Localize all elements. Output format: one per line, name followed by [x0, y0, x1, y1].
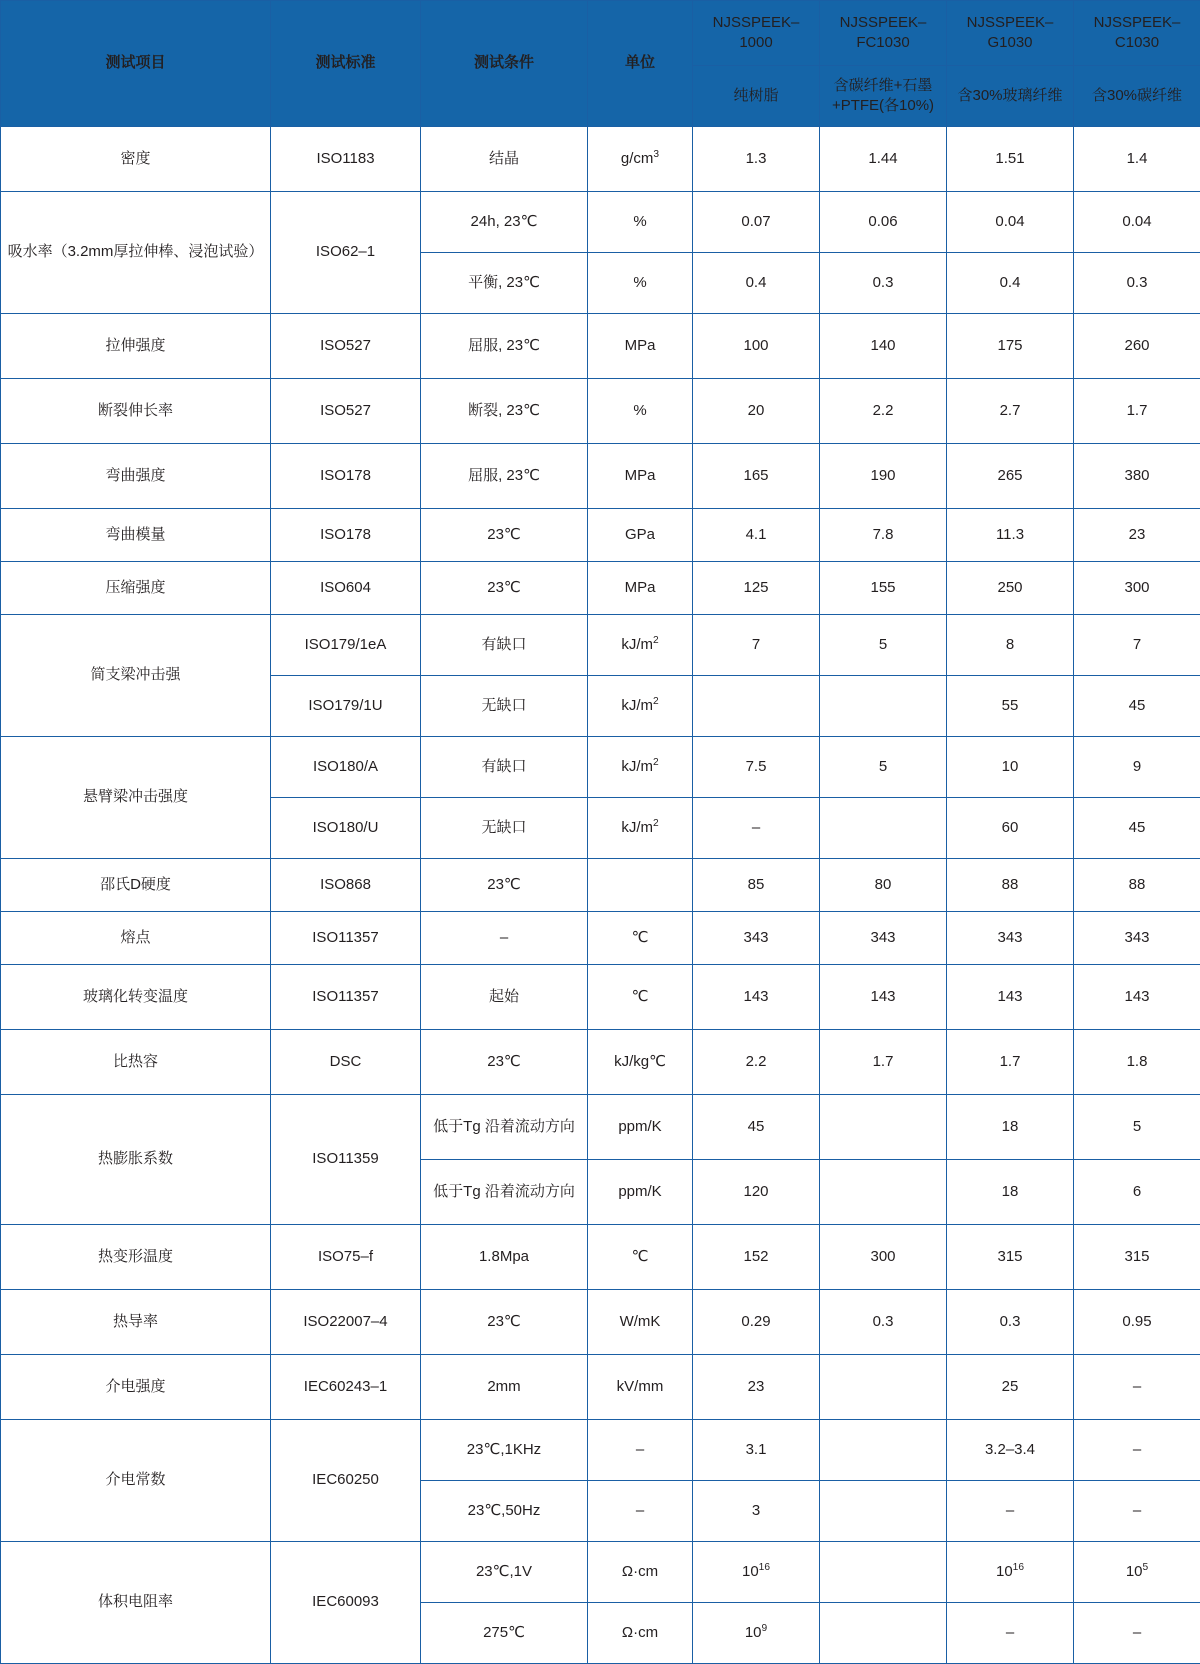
cell-unit: Ω·cm	[588, 1603, 693, 1664]
cell-unit: ℃	[588, 912, 693, 965]
cell-unit: ℃	[588, 965, 693, 1030]
header-product-desc-2: 含30%玻璃纤维	[947, 66, 1074, 127]
cell-value-p3: 343	[1074, 912, 1200, 965]
cell-value-p0: 3	[693, 1481, 820, 1542]
cell-test-standard: IEC60243–1	[271, 1355, 421, 1420]
cell-value-p1: 2.2	[820, 379, 947, 444]
cell-unit: MPa	[588, 562, 693, 615]
table-row	[1, 562, 1200, 615]
cell-value-p0: 0.29	[693, 1290, 820, 1355]
cell-unit: %	[588, 192, 693, 253]
cell-value-p1	[820, 1603, 947, 1664]
cell-test-standard: ISO11357	[271, 965, 421, 1030]
cell-test-item: 热导率	[1, 1290, 271, 1355]
cell-test-condition: 2mm	[421, 1355, 588, 1420]
cell-value-p0	[693, 676, 820, 737]
cell-value-p0: 7.5	[693, 737, 820, 798]
table-row	[1, 444, 1200, 509]
cell-unit: $kJ/m^2$	[588, 798, 693, 859]
cell-unit: ppm/K	[588, 1160, 693, 1225]
cell-test-item: 邵氏D硬度	[1, 859, 271, 912]
cell-value-p2: 3.2–3.4	[947, 1420, 1074, 1481]
cell-value-p1: 0.3	[820, 1290, 947, 1355]
cell-value-p1: 155	[820, 562, 947, 615]
cell-test-condition: 有缺口	[421, 615, 588, 676]
cell-value-p0: 23	[693, 1355, 820, 1420]
cell-value-p2: 143	[947, 965, 1074, 1030]
cell-value-p2: 10	[947, 737, 1074, 798]
cell-test-item: 热变形温度	[1, 1225, 271, 1290]
cell-value-p0: $10^{16}$	[693, 1542, 820, 1603]
cell-value-p2: 18	[947, 1095, 1074, 1160]
cell-unit	[588, 859, 693, 912]
cell-value-p3: 315	[1074, 1225, 1200, 1290]
cell-test-standard: ISO527	[271, 379, 421, 444]
cell-test-condition: 结晶	[421, 127, 588, 192]
cell-value-p0: 85	[693, 859, 820, 912]
cell-test-standard: ISO178	[271, 509, 421, 562]
header-product-desc-1: 含碳纤维+石墨+PTFE(各10%)	[820, 66, 947, 127]
cell-test-condition: 275℃	[421, 1603, 588, 1664]
cell-test-item: 密度	[1, 127, 271, 192]
cell-test-condition: 起始	[421, 965, 588, 1030]
cell-unit: –	[588, 1420, 693, 1481]
cell-unit: MPa	[588, 444, 693, 509]
cell-unit: GPa	[588, 509, 693, 562]
cell-test-item: 压缩强度	[1, 562, 271, 615]
header-test-standard: 测试标准	[271, 1, 421, 127]
cell-value-p2: $10^{16}$	[947, 1542, 1074, 1603]
cell-value-p0: –	[693, 798, 820, 859]
cell-value-p3: 9	[1074, 737, 1200, 798]
cell-test-standard: ISO11359	[271, 1095, 421, 1225]
cell-test-standard: ISO178	[271, 444, 421, 509]
cell-value-p1: 343	[820, 912, 947, 965]
cell-unit: W/mK	[588, 1290, 693, 1355]
cell-value-p3: 45	[1074, 676, 1200, 737]
table-row	[1, 314, 1200, 379]
cell-value-p2: 25	[947, 1355, 1074, 1420]
cell-value-p2: 8	[947, 615, 1074, 676]
cell-unit: %	[588, 379, 693, 444]
cell-value-p1	[820, 1095, 947, 1160]
cell-test-item: 玻璃化转变温度	[1, 965, 271, 1030]
cell-value-p2: 0.3	[947, 1290, 1074, 1355]
cell-unit: $kJ/m^2$	[588, 737, 693, 798]
cell-test-condition: 23℃,50Hz	[421, 1481, 588, 1542]
table-row	[1, 965, 1200, 1030]
cell-value-p3: 5	[1074, 1095, 1200, 1160]
cell-unit: kV/mm	[588, 1355, 693, 1420]
cell-value-p3: $10^5$	[1074, 1542, 1200, 1603]
cell-value-p1	[820, 798, 947, 859]
table-body	[1, 127, 1200, 1664]
cell-value-p3: 45	[1074, 798, 1200, 859]
cell-test-condition: 低于Tg 沿着流动方向	[421, 1095, 588, 1160]
cell-value-p3: 0.3	[1074, 253, 1200, 314]
cell-value-p2: 315	[947, 1225, 1074, 1290]
cell-test-standard: ISO180/U	[271, 798, 421, 859]
cell-test-standard: ISO179/1U	[271, 676, 421, 737]
header-product-name-2: NJSSPEEK–G1030	[947, 1, 1074, 66]
cell-value-p1: 80	[820, 859, 947, 912]
cell-unit: ℃	[588, 1225, 693, 1290]
cell-unit: %	[588, 253, 693, 314]
cell-value-p1: 0.06	[820, 192, 947, 253]
cell-value-p2: –	[947, 1481, 1074, 1542]
cell-test-standard: ISO179/1eA	[271, 615, 421, 676]
cell-value-p2: 1.51	[947, 127, 1074, 192]
cell-test-item: 拉伸强度	[1, 314, 271, 379]
cell-test-item: 简支梁冲击强	[1, 615, 271, 737]
cell-test-standard: ISO75–f	[271, 1225, 421, 1290]
table-row	[1, 127, 1200, 192]
cell-value-p0: 343	[693, 912, 820, 965]
cell-test-condition: 24h, 23℃	[421, 192, 588, 253]
cell-test-condition: 断裂, 23℃	[421, 379, 588, 444]
cell-test-condition: 无缺口	[421, 798, 588, 859]
cell-value-p1	[820, 1420, 947, 1481]
cell-value-p2: –	[947, 1603, 1074, 1664]
cell-value-p1: 5	[820, 615, 947, 676]
cell-value-p3: –	[1074, 1420, 1200, 1481]
cell-test-condition: 1.8Mpa	[421, 1225, 588, 1290]
cell-value-p2: 265	[947, 444, 1074, 509]
table-row	[1, 1095, 1200, 1160]
cell-test-item: 弯曲模量	[1, 509, 271, 562]
cell-test-standard: ISO604	[271, 562, 421, 615]
cell-test-condition: 有缺口	[421, 737, 588, 798]
table-row	[1, 615, 1200, 676]
cell-test-condition: 23℃	[421, 509, 588, 562]
cell-value-p2: 55	[947, 676, 1074, 737]
cell-test-item: 悬臂梁冲击强度	[1, 737, 271, 859]
cell-value-p1: 5	[820, 737, 947, 798]
cell-value-p0: 152	[693, 1225, 820, 1290]
cell-unit: –	[588, 1481, 693, 1542]
cell-value-p1	[820, 1481, 947, 1542]
cell-test-condition: –	[421, 912, 588, 965]
cell-value-p1	[820, 1160, 947, 1225]
header-product-desc-3: 含30%碳纤维	[1074, 66, 1200, 127]
table-row	[1, 859, 1200, 912]
table-row	[1, 192, 1200, 253]
header-product-desc-0: 纯树脂	[693, 66, 820, 127]
cell-value-p0: 125	[693, 562, 820, 615]
cell-value-p2: 250	[947, 562, 1074, 615]
cell-value-p0: 0.4	[693, 253, 820, 314]
header-product-name-1: NJSSPEEK–FC1030	[820, 1, 947, 66]
cell-test-item: 比热容	[1, 1030, 271, 1095]
cell-test-condition: 屈服, 23℃	[421, 314, 588, 379]
cell-test-condition: 低于Tg 沿着流动方向	[421, 1160, 588, 1225]
cell-test-condition: 无缺口	[421, 676, 588, 737]
cell-test-item: 弯曲强度	[1, 444, 271, 509]
cell-test-standard: DSC	[271, 1030, 421, 1095]
cell-value-p3: 7	[1074, 615, 1200, 676]
cell-value-p1: 140	[820, 314, 947, 379]
cell-value-p0: 165	[693, 444, 820, 509]
cell-value-p0: 0.07	[693, 192, 820, 253]
table-row	[1, 1225, 1200, 1290]
cell-test-item: 介电常数	[1, 1420, 271, 1542]
cell-test-standard: ISO180/A	[271, 737, 421, 798]
header-test-item: 测试项目	[1, 1, 271, 127]
cell-test-standard: IEC60250	[271, 1420, 421, 1542]
cell-test-standard: ISO22007–4	[271, 1290, 421, 1355]
cell-test-standard: ISO868	[271, 859, 421, 912]
cell-value-p1: 7.8	[820, 509, 947, 562]
table-row	[1, 1355, 1200, 1420]
cell-test-standard: ISO527	[271, 314, 421, 379]
table-header	[1, 1, 1200, 127]
table-row	[1, 509, 1200, 562]
cell-value-p0: 20	[693, 379, 820, 444]
cell-value-p0: $10^9$	[693, 1603, 820, 1664]
cell-value-p3: 143	[1074, 965, 1200, 1030]
cell-test-condition: 平衡, 23℃	[421, 253, 588, 314]
cell-value-p2: 175	[947, 314, 1074, 379]
cell-value-p3: 1.4	[1074, 127, 1200, 192]
cell-value-p0: 45	[693, 1095, 820, 1160]
header-product-name-3: NJSSPEEK–C1030	[1074, 1, 1200, 66]
cell-test-item: 体积电阻率	[1, 1542, 271, 1664]
cell-value-p1: 1.44	[820, 127, 947, 192]
cell-value-p1: 1.7	[820, 1030, 947, 1095]
cell-value-p3: –	[1074, 1481, 1200, 1542]
cell-value-p2: 0.04	[947, 192, 1074, 253]
cell-test-condition: 23℃	[421, 1030, 588, 1095]
cell-test-item: 断裂伸长率	[1, 379, 271, 444]
cell-test-item: 吸水率（3.2mm厚拉伸棒、浸泡试验）	[1, 192, 271, 314]
cell-value-p2: 2.7	[947, 379, 1074, 444]
cell-value-p3: –	[1074, 1603, 1200, 1664]
header-test-condition: 测试条件	[421, 1, 588, 127]
cell-test-item: 介电强度	[1, 1355, 271, 1420]
cell-value-p0: 7	[693, 615, 820, 676]
table-row	[1, 1420, 1200, 1481]
cell-value-p0: 100	[693, 314, 820, 379]
cell-test-standard: IEC60093	[271, 1542, 421, 1664]
cell-value-p3: 1.7	[1074, 379, 1200, 444]
cell-test-item: 热膨胀系数	[1, 1095, 271, 1225]
cell-value-p2: 11.3	[947, 509, 1074, 562]
cell-value-p2: 60	[947, 798, 1074, 859]
cell-test-standard: ISO1183	[271, 127, 421, 192]
cell-value-p1	[820, 1542, 947, 1603]
cell-value-p3: 23	[1074, 509, 1200, 562]
cell-value-p0: 120	[693, 1160, 820, 1225]
cell-test-condition: 屈服, 23℃	[421, 444, 588, 509]
cell-value-p3: 1.8	[1074, 1030, 1200, 1095]
cell-test-condition: 23℃,1V	[421, 1542, 588, 1603]
cell-unit: MPa	[588, 314, 693, 379]
cell-value-p0: 3.1	[693, 1420, 820, 1481]
cell-value-p3: 0.95	[1074, 1290, 1200, 1355]
cell-value-p2: 88	[947, 859, 1074, 912]
table-row	[1, 1030, 1200, 1095]
cell-value-p1: 190	[820, 444, 947, 509]
cell-value-p0: 2.2	[693, 1030, 820, 1095]
cell-unit: $g/cm^3$	[588, 127, 693, 192]
header-product-name-0: NJSSPEEK–1000	[693, 1, 820, 66]
cell-value-p3: 380	[1074, 444, 1200, 509]
cell-test-standard: ISO62–1	[271, 192, 421, 314]
cell-value-p1	[820, 676, 947, 737]
cell-unit: kJ/kg℃	[588, 1030, 693, 1095]
cell-value-p0: 1.3	[693, 127, 820, 192]
cell-value-p3: 88	[1074, 859, 1200, 912]
table-row	[1, 379, 1200, 444]
cell-value-p1: 143	[820, 965, 947, 1030]
table-row	[1, 912, 1200, 965]
table-row	[1, 1542, 1200, 1603]
cell-value-p2: 0.4	[947, 253, 1074, 314]
header-unit: 单位	[588, 1, 693, 127]
cell-value-p0: 4.1	[693, 509, 820, 562]
cell-value-p3: 300	[1074, 562, 1200, 615]
cell-test-standard: ISO11357	[271, 912, 421, 965]
cell-value-p1: 0.3	[820, 253, 947, 314]
cell-value-p2: 343	[947, 912, 1074, 965]
cell-value-p0: 143	[693, 965, 820, 1030]
cell-value-p2: 18	[947, 1160, 1074, 1225]
cell-test-item: 熔点	[1, 912, 271, 965]
cell-test-condition: 23℃	[421, 562, 588, 615]
cell-test-condition: 23℃	[421, 1290, 588, 1355]
cell-value-p3: 0.04	[1074, 192, 1200, 253]
cell-value-p3: –	[1074, 1355, 1200, 1420]
cell-value-p1	[820, 1355, 947, 1420]
cell-test-condition: 23℃	[421, 859, 588, 912]
cell-value-p2: 1.7	[947, 1030, 1074, 1095]
cell-value-p3: 6	[1074, 1160, 1200, 1225]
cell-unit: Ω·cm	[588, 1542, 693, 1603]
table-row	[1, 737, 1200, 798]
cell-value-p1: 300	[820, 1225, 947, 1290]
cell-value-p3: 260	[1074, 314, 1200, 379]
cell-unit: ppm/K	[588, 1095, 693, 1160]
cell-unit: $kJ/m^2$	[588, 615, 693, 676]
cell-test-condition: 23℃,1KHz	[421, 1420, 588, 1481]
table-row	[1, 1290, 1200, 1355]
cell-unit: $kJ/m^2$	[588, 676, 693, 737]
